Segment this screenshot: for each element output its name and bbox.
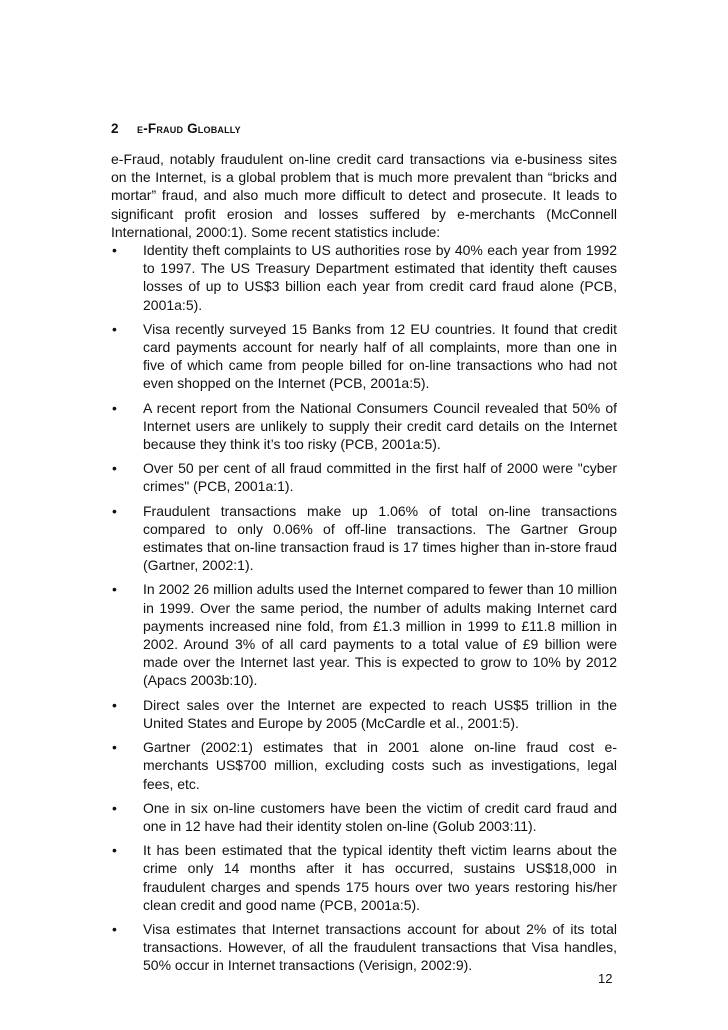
list-item [111, 920, 617, 975]
list-item [111, 399, 617, 454]
bullet-icon: • [112, 320, 117, 337]
bullet-icon: • [112, 920, 117, 937]
section-number: 2 [111, 121, 119, 136]
list-item [111, 799, 617, 835]
list-item-text: Identity theft complaints to US authorities rose by 40% each year from 1992 to 1997. The US Treasury Department estimated that identity theft causes losses of up to US$3 billion each year from credit card fraud alone (PCB, 2001a:5). [143, 242, 617, 313]
list-item [111, 580, 617, 689]
list-item-text: Over 50 per cent of all fraud committed in the first half of 2000 were "cyber crimes" (PCB, 2001a:1). [143, 460, 617, 495]
bullet-icon: • [112, 696, 117, 713]
list-item-text: Visa estimates that Internet transactions account for about 2% of its total transactions. However, of all the fraudulent transactions that Visa handles, 50% occur in Internet transactions (Verisign, 2002:9). [143, 920, 617, 974]
list-item-text: In 2002 26 million adults used the Internet compared to fewer than 10 million in 1999. Over the same period, the number of adults making Internet card payments increased nine fold, from £1.3 million in 1999 to £11.8 million in 2002. Around 3% of all card payments to a total value of £9 billion were made over the Internet last year. This is expected to grow to 10% by 2012 (Apacs 2003b:10). [143, 581, 617, 689]
intro-paragraph: e-Fraud, notably fraudulent on-line credit card transactions via e-business sites on the Internet, is a global problem that is much more prevalent than “bricks and mortar” fraud, and also much more difficult to detect and prosecute. It leads to significant profit erosion and losses suffered by e-merchants (McConnell International, 2000:1). Some recent statistics include: [111, 151, 617, 240]
page-number: 12 [598, 971, 613, 986]
bullet-icon: • [112, 581, 117, 598]
bullet-icon: • [112, 460, 117, 477]
list-item-text: It has been estimated that the typical identity theft victim learns about the crime only 14 months after it has occurred, sustains US$18,000 in fraudulent charges and spends 175 hours over two years restoring his/her clean credit and good name (PCB, 2001a:5). [143, 842, 617, 913]
statistics-list [111, 241, 617, 975]
section-body [111, 150, 617, 981]
list-item [111, 320, 617, 393]
list-item-text: Visa recently surveyed 15 Banks from 12 EU countries. It found that credit card payments account for nearly half of all complaints, more than one in five of which came from people billed for on-line transactions who had not even shopped on the Internet (PCB, 2001a:5). [143, 320, 617, 392]
section-title: e-Fraud Globally [137, 121, 241, 136]
list-item-text: One in six on-line customers have been the victim of credit card fraud and one in 12 have had their identity stolen on-line (Golub 2003:11). [143, 799, 617, 834]
list-item [111, 459, 617, 495]
list-item [111, 502, 617, 575]
bullet-icon: • [112, 502, 117, 519]
list-item [111, 696, 617, 732]
bullet-icon: • [112, 242, 117, 259]
list-item-text: A recent report from the National Consumers Council revealed that 50% of Internet users are unlikely to supply their credit card details on the Internet because they think it’s too risky (PCB, 2001a:5). [143, 399, 617, 453]
bullet-icon: • [112, 739, 117, 756]
list-item-text: Gartner (2002:1) estimates that in 2001 alone on-line fraud cost e-merchants US$700 million, excluding costs such as investigations, legal fees, etc. [143, 739, 617, 792]
list-item [111, 241, 617, 314]
bullet-icon: • [112, 399, 117, 416]
section-heading [111, 121, 241, 136]
list-item-text: Direct sales over the Internet are expected to reach US$5 trillion in the United States and Europe by 2005 (McCardle et al., 2001:5). [143, 696, 617, 731]
list-item [111, 841, 617, 914]
bullet-icon: • [112, 842, 117, 859]
bullet-icon: • [112, 799, 117, 816]
list-item-text: Fraudulent transactions make up 1.06% of total on-line transactions compared to only 0.06% of off-line transactions. The Gartner Group estimates that on-line transaction fraud is 17 times higher than in-store fraud (Gartner, 2002:1). [143, 502, 617, 574]
list-item [111, 738, 617, 793]
